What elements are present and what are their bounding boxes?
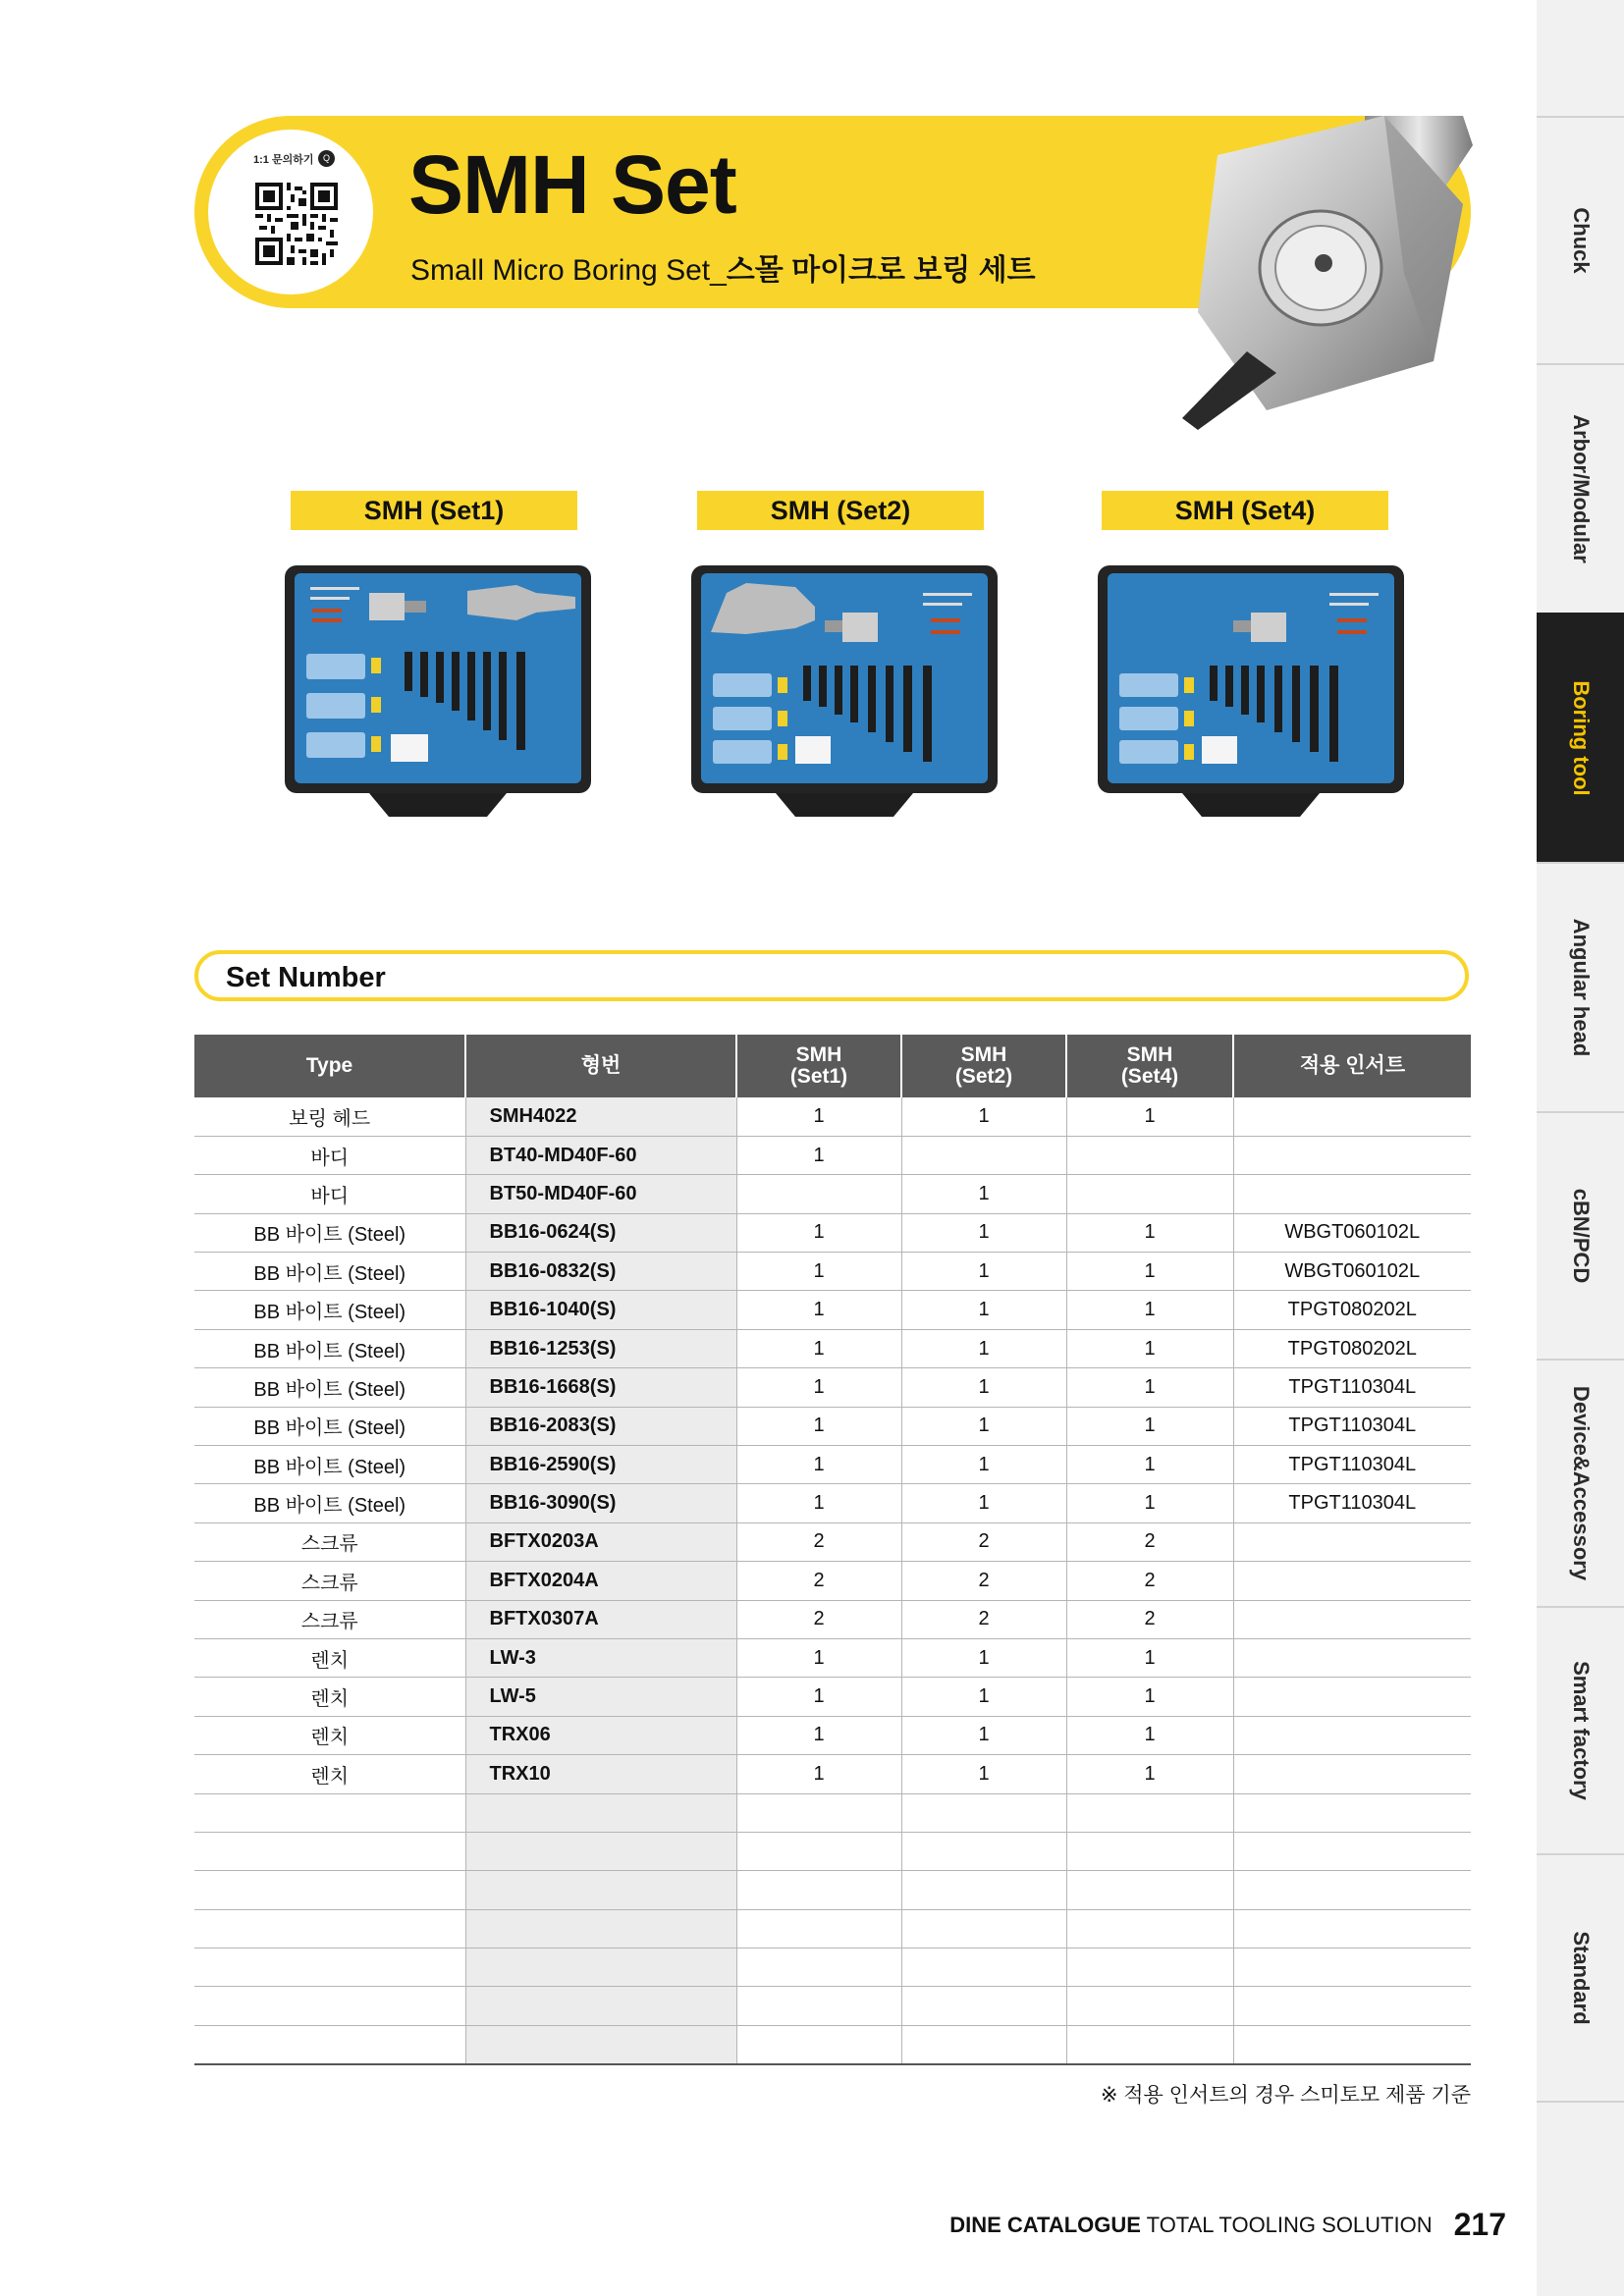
col-model-header: 형번 (465, 1035, 736, 1097)
cell-insert (1233, 1987, 1471, 2025)
cell-model (465, 1832, 736, 1870)
col-set1-header: SMH (Set1) (736, 1035, 901, 1097)
side-tab-smart-factory[interactable]: Smart factory (1537, 1606, 1624, 1853)
cell-set2: 1 (901, 1368, 1066, 1407)
table-row (194, 1329, 1471, 1367)
col-set2-header: SMH (Set2) (901, 1035, 1066, 1097)
cell-set4 (1066, 1175, 1233, 1213)
cell-set1: 1 (736, 1638, 901, 1677)
set2-case-image (687, 563, 1001, 821)
cell-type (194, 1987, 465, 2025)
table-row (194, 1253, 1471, 1291)
cell-model: TRX06 (465, 1716, 736, 1754)
cell-insert: TPGT080202L (1233, 1291, 1471, 1329)
cell-set2: 1 (901, 1446, 1066, 1484)
cell-set2 (901, 1909, 1066, 1948)
cell-set4 (1066, 1987, 1233, 2025)
table-row (194, 1600, 1471, 1638)
cell-type: 스크류 (194, 1522, 465, 1561)
cell-insert (1233, 1097, 1471, 1136)
table-row (194, 1716, 1471, 1754)
cell-model: TRX10 (465, 1755, 736, 1793)
cell-set1 (736, 1949, 901, 1987)
table-row (194, 1291, 1471, 1329)
cell-insert (1233, 1175, 1471, 1213)
table-row (194, 1755, 1471, 1793)
cell-set2: 1 (901, 1407, 1066, 1445)
cell-set2 (901, 1832, 1066, 1870)
cell-model: BB16-2083(S) (465, 1407, 736, 1445)
cell-type (194, 1949, 465, 1987)
set4-label: SMH (Set4) (1102, 491, 1388, 530)
cell-model: BT40-MD40F-60 (465, 1136, 736, 1174)
cell-set4: 1 (1066, 1678, 1233, 1716)
table-row (194, 1484, 1471, 1522)
subtitle-en: Small Micro Boring Set_ (410, 254, 727, 287)
side-tab-device-accessory[interactable]: Device&Accessory (1537, 1359, 1624, 1606)
cell-insert (1233, 1793, 1471, 1832)
cell-insert: TPGT080202L (1233, 1329, 1471, 1367)
cell-type (194, 1909, 465, 1948)
cell-type: BB 바이트 (Steel) (194, 1253, 465, 1291)
cell-set4 (1066, 1832, 1233, 1870)
cell-insert: TPGT110304L (1233, 1446, 1471, 1484)
cell-model: BB16-2590(S) (465, 1446, 736, 1484)
cell-set1 (736, 1987, 901, 2025)
cell-set1: 1 (736, 1484, 901, 1522)
cell-set4 (1066, 1909, 1233, 1948)
cell-model: BT50-MD40F-60 (465, 1175, 736, 1213)
table-row (194, 1832, 1471, 1870)
cell-set1 (736, 1909, 901, 1948)
cell-set4: 1 (1066, 1368, 1233, 1407)
cell-model: BB16-0624(S) (465, 1213, 736, 1252)
cell-model: SMH4022 (465, 1097, 736, 1136)
cell-set4: 2 (1066, 1600, 1233, 1638)
cell-insert: WBGT060102L (1233, 1213, 1471, 1252)
cell-type: BB 바이트 (Steel) (194, 1484, 465, 1522)
side-tab-chuck[interactable]: Chuck (1537, 116, 1624, 363)
cell-model: LW-3 (465, 1638, 736, 1677)
cell-set4 (1066, 1949, 1233, 1987)
cell-insert: TPGT110304L (1233, 1484, 1471, 1522)
cell-set1: 1 (736, 1329, 901, 1367)
cell-type (194, 1871, 465, 1909)
cell-insert (1233, 1562, 1471, 1600)
page-title: SMH Set (408, 138, 736, 231)
cell-set1: 1 (736, 1253, 901, 1291)
footer-brand: DINE CATALOGUE (949, 2213, 1141, 2237)
cell-set4: 1 (1066, 1291, 1233, 1329)
cell-type: BB 바이트 (Steel) (194, 1213, 465, 1252)
cell-model (465, 2025, 736, 2063)
qr-badge-icon: Q (318, 150, 335, 167)
set-number-title: Set Number (226, 962, 386, 993)
cell-type: 렌치 (194, 1716, 465, 1754)
table-row (194, 1097, 1471, 1136)
cell-insert (1233, 1678, 1471, 1716)
table-row (194, 1909, 1471, 1948)
cell-set2: 1 (901, 1291, 1066, 1329)
cell-model: BB16-1253(S) (465, 1329, 736, 1367)
cell-model: BFTX0307A (465, 1600, 736, 1638)
table-row (194, 1987, 1471, 2025)
cell-set2: 1 (901, 1484, 1066, 1522)
table-row (194, 1638, 1471, 1677)
table-row (194, 1793, 1471, 1832)
cell-set1 (736, 1871, 901, 1909)
cell-set4: 1 (1066, 1446, 1233, 1484)
cell-model: BFTX0204A (465, 1562, 736, 1600)
cell-set2: 1 (901, 1213, 1066, 1252)
cell-model (465, 1793, 736, 1832)
side-tab-bar (1537, 0, 1624, 2296)
cell-set1 (736, 1793, 901, 1832)
cell-set4: 2 (1066, 1562, 1233, 1600)
table-row (194, 1175, 1471, 1213)
cell-set2: 1 (901, 1755, 1066, 1793)
cell-insert (1233, 1832, 1471, 1870)
col-insert-header: 적용 인서트 (1233, 1035, 1471, 1097)
cell-set4: 1 (1066, 1484, 1233, 1522)
cell-type: 스크류 (194, 1600, 465, 1638)
cell-type: 렌치 (194, 1638, 465, 1677)
cell-set2: 1 (901, 1678, 1066, 1716)
cell-set1: 1 (736, 1755, 901, 1793)
page-subtitle (410, 245, 1036, 289)
subtitle-ko: 스몰 마이크로 보링 세트 (726, 254, 1036, 287)
cell-type: BB 바이트 (Steel) (194, 1407, 465, 1445)
cell-insert: TPGT110304L (1233, 1407, 1471, 1445)
cell-set2 (901, 2025, 1066, 2063)
cell-model (465, 1987, 736, 2025)
cell-set1: 1 (736, 1213, 901, 1252)
cell-insert (1233, 1136, 1471, 1174)
cell-set1: 2 (736, 1562, 901, 1600)
cell-insert (1233, 1600, 1471, 1638)
cell-set2: 1 (901, 1097, 1066, 1136)
side-tab-angular-head[interactable]: Angular head (1537, 862, 1624, 1111)
table-row (194, 1368, 1471, 1407)
qr-code-icon[interactable] (255, 183, 338, 265)
cell-insert (1233, 1871, 1471, 1909)
cell-model: BB16-0832(S) (465, 1253, 736, 1291)
table-row (194, 2025, 1471, 2063)
cell-insert: TPGT110304L (1233, 1368, 1471, 1407)
cell-type: BB 바이트 (Steel) (194, 1368, 465, 1407)
cell-set2: 1 (901, 1329, 1066, 1367)
boring-head-image (1139, 116, 1492, 440)
cell-set4: 1 (1066, 1716, 1233, 1754)
cell-insert (1233, 1949, 1471, 1987)
col-set4-header: SMH (Set4) (1066, 1035, 1233, 1097)
cell-type: BB 바이트 (Steel) (194, 1446, 465, 1484)
cell-set4: 1 (1066, 1329, 1233, 1367)
side-tab-boring-tool[interactable]: Boring tool (1537, 613, 1624, 862)
cell-set1 (736, 1832, 901, 1870)
page-footer (949, 2207, 1506, 2243)
table-row (194, 1949, 1471, 1987)
cell-set2 (901, 1949, 1066, 1987)
cell-model (465, 1871, 736, 1909)
cell-set4 (1066, 1136, 1233, 1174)
cell-type: 보링 헤드 (194, 1097, 465, 1136)
cell-type: 스크류 (194, 1562, 465, 1600)
cell-type: 바디 (194, 1136, 465, 1174)
cell-set2: 2 (901, 1562, 1066, 1600)
cell-set1: 1 (736, 1446, 901, 1484)
cell-type: BB 바이트 (Steel) (194, 1291, 465, 1329)
cell-model: BB16-1040(S) (465, 1291, 736, 1329)
cell-set2: 2 (901, 1522, 1066, 1561)
table-row (194, 1407, 1471, 1445)
cell-set1: 2 (736, 1522, 901, 1561)
cell-set1: 1 (736, 1407, 901, 1445)
cell-insert (1233, 2025, 1471, 2063)
table-row (194, 1562, 1471, 1600)
set-number-table (194, 1035, 1471, 2065)
side-tab-arbor-modular[interactable]: Arbor/Modular (1537, 363, 1624, 613)
set1-label: SMH (Set1) (291, 491, 577, 530)
table-row (194, 1871, 1471, 1909)
cell-set2 (901, 1136, 1066, 1174)
table-row (194, 1213, 1471, 1252)
cell-model: LW-5 (465, 1678, 736, 1716)
cell-set1: 1 (736, 1716, 901, 1754)
cell-set2: 1 (901, 1638, 1066, 1677)
cell-set2 (901, 1871, 1066, 1909)
cell-set1: 1 (736, 1097, 901, 1136)
col-type-header: Type (194, 1035, 465, 1097)
cell-type: BB 바이트 (Steel) (194, 1329, 465, 1367)
cell-model: BFTX0203A (465, 1522, 736, 1561)
cell-set1 (736, 2025, 901, 2063)
set4-case-image (1094, 563, 1408, 821)
table-header-row (194, 1035, 1471, 1097)
cell-set4: 1 (1066, 1213, 1233, 1252)
cell-set1: 1 (736, 1136, 901, 1174)
cell-type: 렌치 (194, 1755, 465, 1793)
cell-type (194, 1793, 465, 1832)
cell-set2 (901, 1793, 1066, 1832)
cell-type: 렌치 (194, 1678, 465, 1716)
cell-set4 (1066, 1793, 1233, 1832)
cell-type (194, 1832, 465, 1870)
cell-insert (1233, 1522, 1471, 1561)
cell-insert (1233, 1716, 1471, 1754)
cell-model: BB16-1668(S) (465, 1368, 736, 1407)
cell-set2: 1 (901, 1253, 1066, 1291)
cell-set4: 1 (1066, 1097, 1233, 1136)
table-row (194, 1678, 1471, 1716)
table-row (194, 1522, 1471, 1561)
table-row (194, 1136, 1471, 1174)
cell-set4 (1066, 2025, 1233, 2063)
insert-footnote: ※ 적용 인서트의 경우 스미토모 제품 기준 (1100, 2084, 1471, 2107)
cell-type: 바디 (194, 1175, 465, 1213)
cell-model (465, 1909, 736, 1948)
qr-label: 1:1 문의하기 (253, 154, 314, 166)
page-number: 217 (1453, 2207, 1506, 2242)
footer-tagline: TOTAL TOOLING SOLUTION (1140, 2213, 1433, 2237)
cell-set4: 1 (1066, 1253, 1233, 1291)
cell-set2: 1 (901, 1716, 1066, 1754)
cell-set1: 1 (736, 1368, 901, 1407)
set2-label: SMH (Set2) (697, 491, 984, 530)
cell-set1: 1 (736, 1678, 901, 1716)
cell-insert (1233, 1755, 1471, 1793)
cell-set1: 2 (736, 1600, 901, 1638)
set1-case-image (281, 563, 595, 821)
cell-set2 (901, 1987, 1066, 2025)
cell-set2: 2 (901, 1600, 1066, 1638)
table-row (194, 1446, 1471, 1484)
cell-insert (1233, 1638, 1471, 1677)
cell-type (194, 2025, 465, 2063)
side-tab-standard[interactable]: Standard (1537, 1853, 1624, 2103)
side-tab-cbn-pcd[interactable]: cBN/PCD (1537, 1111, 1624, 1359)
cell-set4 (1066, 1871, 1233, 1909)
cell-model (465, 1949, 736, 1987)
cell-model: BB16-3090(S) (465, 1484, 736, 1522)
set-number-section-header (194, 950, 1469, 1001)
cell-insert (1233, 1909, 1471, 1948)
cell-set4: 2 (1066, 1522, 1233, 1561)
cell-set1: 1 (736, 1291, 901, 1329)
cell-set4: 1 (1066, 1638, 1233, 1677)
cell-set4: 1 (1066, 1407, 1233, 1445)
cell-set4: 1 (1066, 1755, 1233, 1793)
cell-set2: 1 (901, 1175, 1066, 1213)
cell-set1 (736, 1175, 901, 1213)
cell-insert: WBGT060102L (1233, 1253, 1471, 1291)
